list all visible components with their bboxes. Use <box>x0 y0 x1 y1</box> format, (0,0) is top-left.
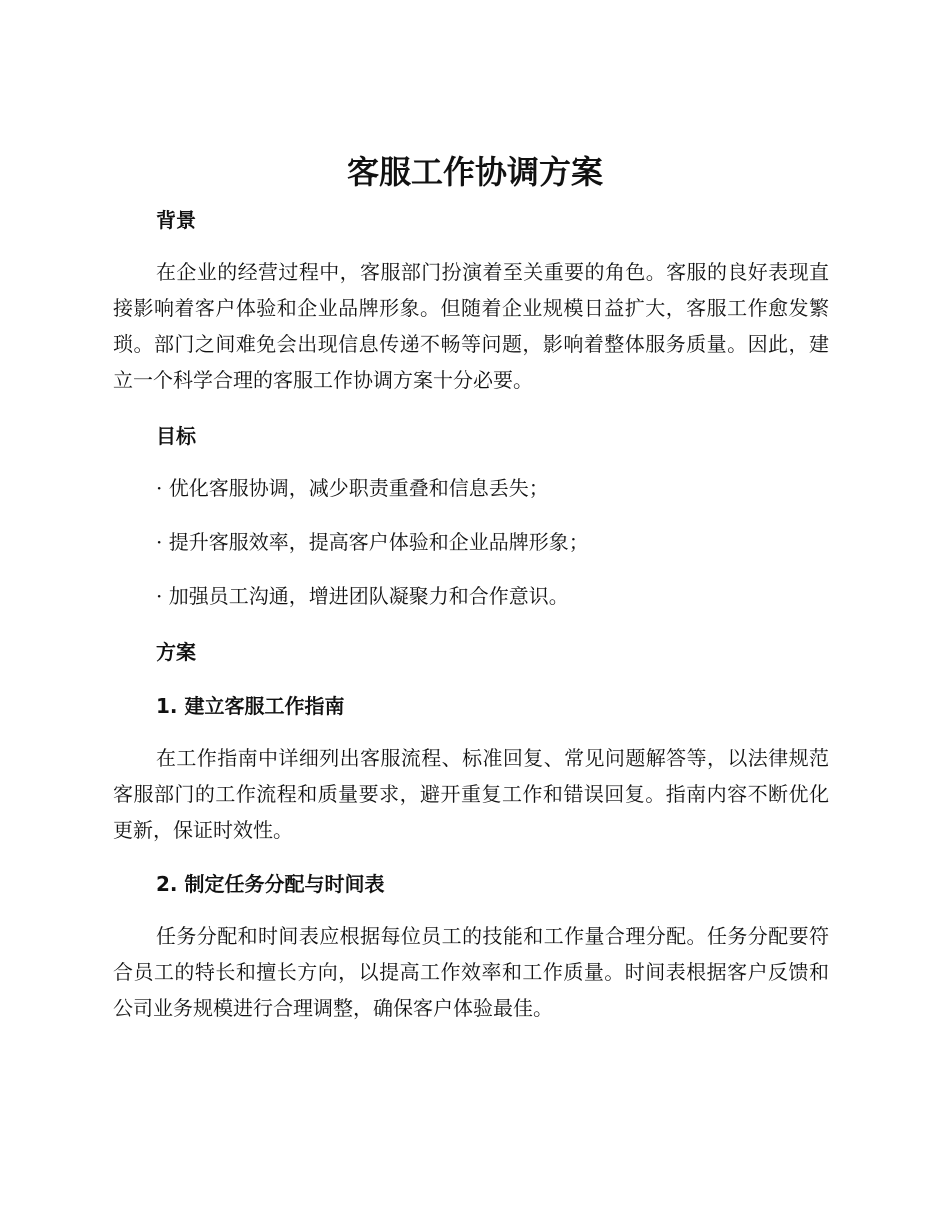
background-paragraph: 在企业的经营过程中，客服部门扮演着至关重要的角色。客服的良好表现直接影响着客户体验和企业品牌形象。但随着企业规模日益扩大，客服工作愈发繁琐。部门之间难免会出现信息传递不畅等问题，影响着整体服务质量。因此，建立一个科学合理的客服工作协调方案十分必要。 <box>113 260 829 392</box>
plan-item-paragraph: 任务分配和时间表应根据每位员工的技能和工作量合理分配。任务分配要符合员工的特长和擅长方向，以提高工作效率和工作质量。时间表根据客户反馈和公司业务规模进行合理调整，确保客户体验最佳。 <box>113 924 829 1020</box>
plan-item-paragraph: 在工作指南中详细列出客服流程、标准回复、常见问题解答等，以法律规范客服部门的工作流程和质量要求，避开重复工作和错误回复。指南内容不断优化更新，保证时效性。 <box>113 746 829 842</box>
goal-item: · 提升客服效率，提高客户体验和企业品牌形象； <box>156 530 589 554</box>
goal-item: · 加强员工沟通，增进团队凝聚力和合作意识。 <box>156 584 569 608</box>
section-heading-background: 背景 <box>156 208 196 232</box>
plan-item-heading: 1. 建立客服工作指南 <box>156 694 345 718</box>
section-heading-plan: 方案 <box>156 640 196 664</box>
document-body <box>113 200 829 1026</box>
plan-item-heading: 2. 制定任务分配与时间表 <box>156 872 385 896</box>
goal-item: · 优化客服协调，减少职责重叠和信息丢失； <box>156 476 549 500</box>
document-title: 客服工作协调方案 <box>346 153 603 191</box>
section-heading-goals: 目标 <box>156 424 196 448</box>
